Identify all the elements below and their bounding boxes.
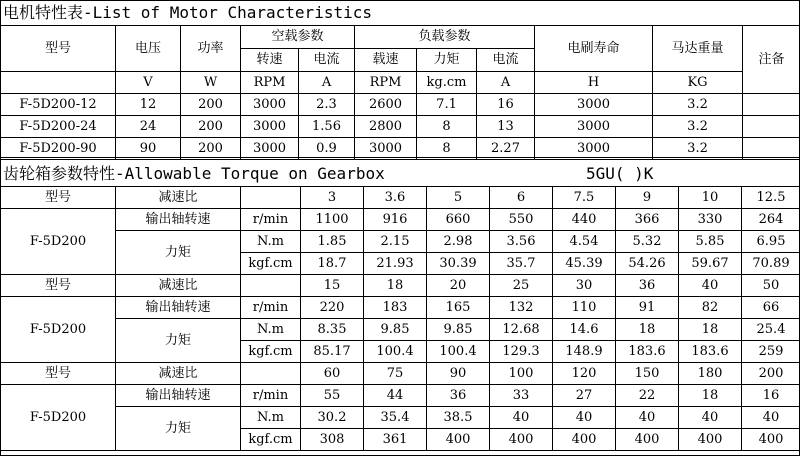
output-speed-label: 输出轴转速 (116, 385, 241, 407)
torque-nm-cell: 40 (742, 407, 800, 429)
torque-kgf-cell: 361 (364, 429, 427, 451)
ratio-cell: 25 (490, 275, 553, 297)
speed-cell: 16 (742, 385, 800, 407)
model-label: 型号 (1, 187, 116, 209)
ratio-cell: 20 (427, 275, 490, 297)
torque-kgf-cell: 400 (679, 429, 742, 451)
model-label: 型号 (1, 275, 116, 297)
unit-cell: RPM (355, 72, 417, 94)
cell: 7.1 (417, 94, 477, 116)
unit-empty (241, 363, 301, 385)
torque-nm-cell: 1.85 (301, 231, 364, 253)
torque-kgf-cell: 400 (490, 429, 553, 451)
torque-label: 力矩 (116, 319, 241, 363)
header-current: 电流 (299, 49, 355, 72)
torque-kgf-cell: 45.39 (553, 253, 616, 275)
cell: F-5D200-24 (1, 116, 116, 138)
ratio-cell: 5 (427, 187, 490, 209)
torque-kgf-cell: 21.93 (364, 253, 427, 275)
cell: 16 (477, 94, 535, 116)
torque-label: 力矩 (116, 407, 241, 451)
cell: 90 (116, 138, 181, 160)
cell: 8 (417, 138, 477, 160)
motor-units-row (1, 72, 800, 94)
speed-cell: 18 (679, 385, 742, 407)
motor-header-row (1, 26, 800, 49)
motor-row (1, 94, 800, 116)
unit-nm: N.m (241, 407, 301, 429)
torque-kgf-cell: 183.6 (679, 341, 742, 363)
ratio-cell: 50 (742, 275, 800, 297)
torque-kgf-cell: 400 (742, 429, 800, 451)
torque-kgf-cell: 85.17 (301, 341, 364, 363)
unit-kgf: kgf.cm (241, 429, 301, 451)
ratio-cell: 40 (679, 275, 742, 297)
torque-label: 力矩 (116, 231, 241, 275)
speed-cell: 55 (301, 385, 364, 407)
ratio-row (1, 187, 800, 209)
header-brush-life: 电刷寿命 (535, 26, 653, 72)
cell (743, 94, 800, 116)
torque-kgf-cell: 259 (742, 341, 800, 363)
torque-nm-cell: 3.56 (490, 231, 553, 253)
speed-cell: 91 (616, 297, 679, 319)
speed-cell: 36 (427, 385, 490, 407)
torque-nm-cell: 30.2 (301, 407, 364, 429)
motor-table-title: 电机特性表-List of Motor Characteristics (3, 3, 372, 22)
gearbox-torque-table (0, 186, 800, 451)
motor-characteristics-table (0, 25, 800, 160)
torque-nm-cell: 18 (679, 319, 742, 341)
gearbox-model-code: 5GU( )K (586, 164, 654, 183)
ratio-label: 减速比 (116, 187, 241, 209)
torque-nm-cell: 2.98 (427, 231, 490, 253)
ratio-row (1, 363, 800, 385)
torque-kgf-cell: 30.39 (427, 253, 490, 275)
model-cell: F-5D200 (1, 297, 116, 363)
torque-kgf-cell: 100.4 (364, 341, 427, 363)
torque-nm-cell: 40 (616, 407, 679, 429)
speed-cell: 33 (490, 385, 553, 407)
torque-nm-row (1, 319, 800, 341)
ratio-cell: 200 (742, 363, 800, 385)
torque-nm-cell: 8.35 (301, 319, 364, 341)
torque-nm-cell: 12.68 (490, 319, 553, 341)
cell: 3000 (535, 138, 653, 160)
cell: 3000 (535, 116, 653, 138)
unit-cell: KG (653, 72, 743, 94)
unit-nm: N.m (241, 231, 301, 253)
ratio-cell: 6 (490, 187, 553, 209)
speed-cell: 916 (364, 209, 427, 231)
unit-cell: V (116, 72, 181, 94)
ratio-row (1, 275, 800, 297)
torque-kgf-cell: 59.67 (679, 253, 742, 275)
ratio-cell: 12.5 (742, 187, 800, 209)
torque-nm-cell: 18 (616, 319, 679, 341)
speed-cell: 27 (553, 385, 616, 407)
torque-nm-cell: 9.85 (427, 319, 490, 341)
header-power: 功率 (181, 26, 241, 72)
speed-row (1, 385, 800, 407)
cell: 3.2 (653, 94, 743, 116)
unit-cell: H (535, 72, 653, 94)
speed-cell: 22 (616, 385, 679, 407)
cell: 2.27 (477, 138, 535, 160)
cell: 12 (116, 94, 181, 116)
ratio-cell: 30 (553, 275, 616, 297)
cell: 3.2 (653, 138, 743, 160)
unit-empty (241, 275, 301, 297)
ratio-cell: 9 (616, 187, 679, 209)
torque-nm-cell: 4.54 (553, 231, 616, 253)
model-cell: F-5D200 (1, 209, 116, 275)
cell: 200 (181, 116, 241, 138)
torque-nm-cell: 40 (679, 407, 742, 429)
torque-kgf-cell: 400 (553, 429, 616, 451)
cell: 200 (181, 94, 241, 116)
header-torque: 力矩 (417, 49, 477, 72)
speed-cell: 183 (364, 297, 427, 319)
cell: 0.9 (299, 138, 355, 160)
unit-empty (241, 187, 301, 209)
model-cell: F-5D200 (1, 385, 116, 451)
cell: 3000 (355, 138, 417, 160)
torque-kgf-cell: 18.7 (301, 253, 364, 275)
cell: F-5D200-90 (1, 138, 116, 160)
ratio-cell: 60 (301, 363, 364, 385)
ratio-cell: 90 (427, 363, 490, 385)
ratio-cell: 3.6 (364, 187, 427, 209)
section-divider (0, 157, 800, 160)
speed-row (1, 209, 800, 231)
torque-kgf-cell: 129.3 (490, 341, 553, 363)
speed-cell: 660 (427, 209, 490, 231)
speed-cell: 330 (679, 209, 742, 231)
torque-kgf-cell: 308 (301, 429, 364, 451)
ratio-cell: 75 (364, 363, 427, 385)
unit-cell: RPM (241, 72, 299, 94)
speed-cell: 132 (490, 297, 553, 319)
ratio-cell: 120 (553, 363, 616, 385)
torque-nm-row (1, 231, 800, 253)
torque-nm-cell: 2.15 (364, 231, 427, 253)
speed-cell: 440 (553, 209, 616, 231)
speed-cell: 366 (616, 209, 679, 231)
cell: 3.2 (653, 116, 743, 138)
torque-nm-cell: 14.6 (553, 319, 616, 341)
torque-nm-cell: 40 (553, 407, 616, 429)
gearbox-table-title: 齿轮箱参数特性-Allowable Torque on Gearbox (3, 164, 385, 183)
cell: 2600 (355, 94, 417, 116)
speed-cell: 110 (553, 297, 616, 319)
ratio-cell: 180 (679, 363, 742, 385)
unit-model (1, 72, 116, 94)
speed-row (1, 297, 800, 319)
cell: 13 (477, 116, 535, 138)
unit-speed: r/min (241, 385, 301, 407)
torque-nm-cell: 25.4 (742, 319, 800, 341)
ratio-label: 减速比 (116, 363, 241, 385)
ratio-cell: 15 (301, 275, 364, 297)
header-motor-weight: 马达重量 (653, 26, 743, 72)
cell: 1.56 (299, 116, 355, 138)
header-note: 注备 (743, 26, 800, 94)
speed-cell: 550 (490, 209, 553, 231)
ratio-label: 减速比 (116, 275, 241, 297)
torque-nm-cell: 6.95 (742, 231, 800, 253)
torque-nm-cell: 5.85 (679, 231, 742, 253)
model-label: 型号 (1, 363, 116, 385)
unit-cell: A (477, 72, 535, 94)
ratio-cell: 100 (490, 363, 553, 385)
torque-kgf-cell: 148.9 (553, 341, 616, 363)
ratio-cell: 3 (301, 187, 364, 209)
cell: 3000 (241, 94, 299, 116)
unit-cell: kg.cm (417, 72, 477, 94)
ratio-cell: 150 (616, 363, 679, 385)
torque-kgf-cell: 35.7 (490, 253, 553, 275)
torque-kgf-cell: 54.26 (616, 253, 679, 275)
cell: 200 (181, 138, 241, 160)
torque-kgf-cell: 100.4 (427, 341, 490, 363)
speed-cell: 220 (301, 297, 364, 319)
cell: 2800 (355, 116, 417, 138)
cell: 3000 (241, 138, 299, 160)
cell: F-5D200-12 (1, 94, 116, 116)
torque-kgf-cell: 70.89 (742, 253, 800, 275)
ratio-cell: 18 (364, 275, 427, 297)
speed-cell: 165 (427, 297, 490, 319)
header-no-load: 空载参数 (241, 26, 355, 49)
torque-kgf-cell: 400 (427, 429, 490, 451)
unit-speed: r/min (241, 209, 301, 231)
torque-nm-cell: 40 (490, 407, 553, 429)
ratio-cell: 36 (616, 275, 679, 297)
speed-cell: 82 (679, 297, 742, 319)
speed-cell: 264 (742, 209, 800, 231)
unit-nm: N.m (241, 319, 301, 341)
torque-nm-cell: 35.4 (364, 407, 427, 429)
ratio-cell: 7.5 (553, 187, 616, 209)
cell: 8 (417, 116, 477, 138)
header-load: 负载参数 (355, 26, 535, 49)
header-speed: 转速 (241, 49, 299, 72)
torque-nm-cell: 38.5 (427, 407, 490, 429)
unit-cell: W (181, 72, 241, 94)
unit-kgf: kgf.cm (241, 341, 301, 363)
header-model: 型号 (1, 26, 116, 72)
cell: 24 (116, 116, 181, 138)
output-speed-label: 输出轴转速 (116, 209, 241, 231)
torque-nm-cell: 9.85 (364, 319, 427, 341)
torque-kgf-cell: 183.6 (616, 341, 679, 363)
speed-cell: 1100 (301, 209, 364, 231)
cell: 3000 (241, 116, 299, 138)
header-voltage: 电压 (116, 26, 181, 72)
ratio-cell: 10 (679, 187, 742, 209)
unit-speed: r/min (241, 297, 301, 319)
cell: 2.3 (299, 94, 355, 116)
motor-row (1, 116, 800, 138)
header-load-current: 电流 (477, 49, 535, 72)
speed-cell: 44 (364, 385, 427, 407)
unit-cell: A (299, 72, 355, 94)
torque-nm-cell: 5.32 (616, 231, 679, 253)
header-load-speed: 载速 (355, 49, 417, 72)
cell: 3000 (535, 94, 653, 116)
torque-nm-row (1, 407, 800, 429)
torque-kgf-cell: 400 (616, 429, 679, 451)
unit-kgf: kgf.cm (241, 253, 301, 275)
output-speed-label: 输出轴转速 (116, 297, 241, 319)
cell (743, 116, 800, 138)
speed-cell: 66 (742, 297, 800, 319)
